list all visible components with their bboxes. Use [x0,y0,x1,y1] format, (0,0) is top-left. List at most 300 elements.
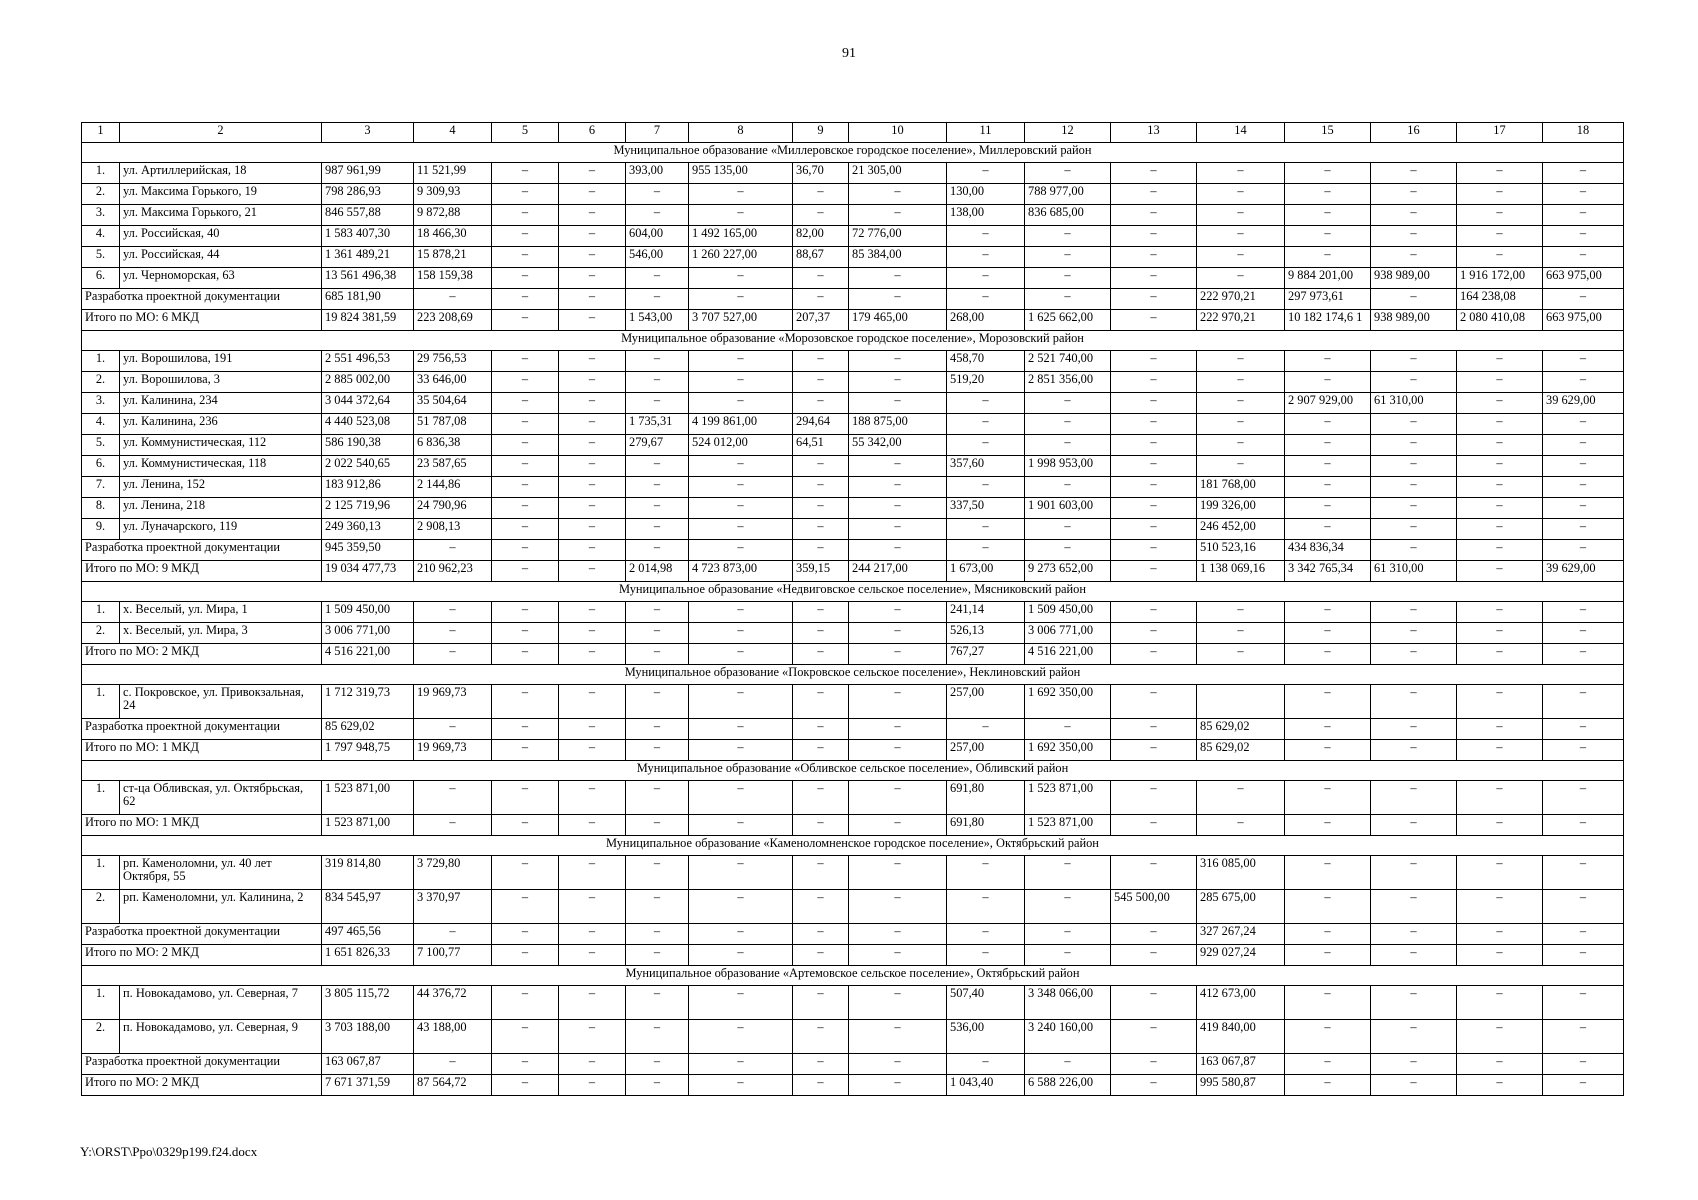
value-cell-col-7: – [626,519,689,540]
value-cell-col-16: – [1371,1054,1457,1075]
value-cell-col-15: – [1285,184,1371,205]
value-cell-col-8: – [689,986,793,1020]
value-cell-col-18: – [1543,456,1624,477]
value-cell-col-7: – [626,351,689,372]
value-cell-col-12: – [1025,519,1111,540]
value-cell-col-14: – [1197,815,1285,836]
value-cell-col-17: – [1457,623,1543,644]
value-cell-col-8: 1 260 227,00 [689,247,793,268]
building-address: ул. Российская, 44 [120,247,322,268]
value-cell-col-18: – [1543,372,1624,393]
value-cell-col-13: – [1111,986,1197,1020]
summary-label: Разработка проектной документации [82,719,322,740]
value-cell-col-11: 257,00 [947,685,1025,719]
value-cell-col-18: – [1543,856,1624,890]
value-cell-col-3: 1 361 489,21 [322,247,414,268]
value-cell-col-9: – [793,351,849,372]
value-cell-col-3: 85 629,02 [322,719,414,740]
value-cell-col-12: – [1025,540,1111,561]
value-cell-col-9: – [793,289,849,310]
value-cell-col-8: – [689,498,793,519]
section-title: Муниципальное образование «Покровское сельское поселение», Неклиновский район [82,665,1624,685]
value-cell-col-14: – [1197,226,1285,247]
value-cell-col-17: – [1457,1054,1543,1075]
value-cell-col-3: 183 912,86 [322,477,414,498]
value-cell-col-10: 55 342,00 [849,435,947,456]
value-cell-col-7: – [626,890,689,924]
value-cell-col-14: 246 452,00 [1197,519,1285,540]
value-cell-col-10: – [849,685,947,719]
value-cell-col-13: – [1111,456,1197,477]
value-cell-col-5: – [492,685,559,719]
column-number-cell: 6 [559,123,626,143]
value-cell-col-4: 223 208,69 [414,310,492,331]
value-cell-col-17: – [1457,561,1543,582]
value-cell-col-3: 1 523 871,00 [322,815,414,836]
value-cell-col-4: – [414,781,492,815]
value-cell-col-10: – [849,184,947,205]
value-cell-col-11: 257,00 [947,740,1025,761]
value-cell-col-16: – [1371,456,1457,477]
value-cell-col-7: – [626,1020,689,1054]
value-cell-col-15: – [1285,602,1371,623]
value-cell-col-12: 1 523 871,00 [1025,815,1111,836]
value-cell-col-16: – [1371,781,1457,815]
row-index: 1. [82,685,120,719]
row-index: 5. [82,247,120,268]
value-cell-col-9: – [793,986,849,1020]
column-number-cell: 7 [626,123,689,143]
value-cell-col-14: – [1197,268,1285,289]
value-cell-col-5: – [492,924,559,945]
building-address: х. Веселый, ул. Мира, 1 [120,602,322,623]
value-cell-col-12: – [1025,268,1111,289]
value-cell-col-11: – [947,226,1025,247]
value-cell-col-9: – [793,781,849,815]
value-cell-col-5: – [492,456,559,477]
value-cell-col-3: 2 885 002,00 [322,372,414,393]
value-cell-col-14: 199 326,00 [1197,498,1285,519]
value-cell-col-8: – [689,781,793,815]
value-cell-col-17: – [1457,856,1543,890]
row-index: 6. [82,456,120,477]
section-header-row [82,761,1624,781]
value-cell-col-10: – [849,815,947,836]
value-cell-col-14: 285 675,00 [1197,890,1285,924]
value-cell-col-14: – [1197,393,1285,414]
value-cell-col-11: – [947,519,1025,540]
value-cell-col-18: – [1543,924,1624,945]
value-cell-col-13: – [1111,644,1197,665]
value-cell-col-18: – [1543,289,1624,310]
value-cell-col-12: 4 516 221,00 [1025,644,1111,665]
value-cell-col-5: – [492,561,559,582]
value-cell-col-5: – [492,435,559,456]
value-cell-col-3: 249 360,13 [322,519,414,540]
value-cell-col-12: – [1025,226,1111,247]
value-cell-col-7: 546,00 [626,247,689,268]
value-cell-col-12: 3 240 160,00 [1025,1020,1111,1054]
column-number-cell: 9 [793,123,849,143]
value-cell-col-6: – [559,540,626,561]
value-cell-col-6: – [559,351,626,372]
value-cell-col-15: – [1285,226,1371,247]
value-cell-col-7: – [626,540,689,561]
value-cell-col-10: – [849,289,947,310]
value-cell-col-13: – [1111,740,1197,761]
value-cell-col-9: – [793,393,849,414]
value-cell-col-6: – [559,498,626,519]
building-address: ул. Ворошилова, 3 [120,372,322,393]
value-cell-col-16: – [1371,924,1457,945]
value-cell-col-10: – [849,644,947,665]
summary-row [82,1075,1624,1096]
summary-label: Разработка проектной документации [82,289,322,310]
value-cell-col-5: – [492,289,559,310]
column-number-cell: 14 [1197,123,1285,143]
value-cell-col-17: 2 080 410,08 [1457,310,1543,331]
value-cell-col-18: – [1543,414,1624,435]
value-cell-col-7: – [626,393,689,414]
summary-row [82,310,1624,331]
value-cell-col-8: – [689,890,793,924]
value-cell-col-11: – [947,435,1025,456]
value-cell-col-18: – [1543,719,1624,740]
value-cell-col-6: – [559,435,626,456]
value-cell-col-15: 434 836,34 [1285,540,1371,561]
building-address: ул. Максима Горького, 21 [120,205,322,226]
value-cell-col-11: 458,70 [947,351,1025,372]
building-row [82,856,1624,890]
value-cell-col-8: 524 012,00 [689,435,793,456]
value-cell-col-4: – [414,644,492,665]
building-address: ул. Российская, 40 [120,226,322,247]
value-cell-col-11: 268,00 [947,310,1025,331]
value-cell-col-4: 18 466,30 [414,226,492,247]
value-cell-col-17: – [1457,184,1543,205]
value-cell-col-14: 412 673,00 [1197,986,1285,1020]
value-cell-col-17: – [1457,393,1543,414]
value-cell-col-12: 6 588 226,00 [1025,1075,1111,1096]
value-cell-col-9: 36,70 [793,163,849,184]
value-cell-col-18: – [1543,945,1624,966]
value-cell-col-4: 19 969,73 [414,740,492,761]
building-address: ст-ца Обливская, ул. Октябрьская, 62 [120,781,322,815]
value-cell-col-3: 4 440 523,08 [322,414,414,435]
value-cell-col-6: – [559,456,626,477]
row-index: 3. [82,205,120,226]
value-cell-col-10: – [849,602,947,623]
value-cell-col-11: 691,80 [947,781,1025,815]
value-cell-col-8: – [689,268,793,289]
value-cell-col-17: – [1457,456,1543,477]
value-cell-col-5: – [492,163,559,184]
value-cell-col-18: – [1543,519,1624,540]
value-cell-col-11: – [947,247,1025,268]
value-cell-col-14 [1197,685,1285,719]
value-cell-col-7: – [626,740,689,761]
value-cell-col-18: – [1543,890,1624,924]
value-cell-col-7: – [626,781,689,815]
building-row [82,393,1624,414]
column-number-cell: 15 [1285,123,1371,143]
value-cell-col-14: – [1197,372,1285,393]
value-cell-col-12: – [1025,289,1111,310]
value-cell-col-13: – [1111,602,1197,623]
value-cell-col-12: 836 685,00 [1025,205,1111,226]
value-cell-col-17: – [1457,226,1543,247]
value-cell-col-13: – [1111,289,1197,310]
value-cell-col-17: 1 916 172,00 [1457,268,1543,289]
value-cell-col-5: – [492,815,559,836]
row-index: 1. [82,163,120,184]
value-cell-col-8: – [689,1020,793,1054]
value-cell-col-14: 222 970,21 [1197,289,1285,310]
value-cell-col-6: – [559,289,626,310]
column-number-cell: 12 [1025,123,1111,143]
value-cell-col-14: – [1197,435,1285,456]
value-cell-col-12: – [1025,163,1111,184]
column-number-cell: 3 [322,123,414,143]
value-cell-col-11: 536,00 [947,1020,1025,1054]
value-cell-col-13: – [1111,623,1197,644]
value-cell-col-15: 3 342 765,34 [1285,561,1371,582]
row-index: 2. [82,1020,120,1054]
building-address: рп. Каменоломни, ул. Калинина, 2 [120,890,322,924]
section-header-row [82,665,1624,685]
value-cell-col-7: – [626,719,689,740]
value-cell-col-17: – [1457,1075,1543,1096]
value-cell-col-10: 85 384,00 [849,247,947,268]
value-cell-col-3: 846 557,88 [322,205,414,226]
value-cell-col-4: 44 376,72 [414,986,492,1020]
value-cell-col-18: – [1543,644,1624,665]
value-cell-col-4: 23 587,65 [414,456,492,477]
value-cell-col-17: – [1457,247,1543,268]
row-index: 3. [82,393,120,414]
value-cell-col-13: – [1111,351,1197,372]
building-row [82,1020,1624,1054]
building-row [82,268,1624,289]
value-cell-col-16: – [1371,1020,1457,1054]
value-cell-col-18: – [1543,477,1624,498]
value-cell-col-4: 6 836,38 [414,435,492,456]
value-cell-col-5: – [492,945,559,966]
value-cell-col-14: 510 523,16 [1197,540,1285,561]
value-cell-col-15: – [1285,163,1371,184]
value-cell-col-5: – [492,393,559,414]
value-cell-col-17: – [1457,945,1543,966]
value-cell-col-5: – [492,205,559,226]
building-address: ул. Максима Горького, 19 [120,184,322,205]
value-cell-col-16: – [1371,163,1457,184]
value-cell-col-9: – [793,856,849,890]
value-cell-col-13: – [1111,226,1197,247]
summary-label: Итого по МО: 9 МКД [82,561,322,582]
value-cell-col-9: – [793,945,849,966]
value-cell-col-16: 938 989,00 [1371,310,1457,331]
value-cell-col-12: – [1025,477,1111,498]
summary-row [82,924,1624,945]
value-cell-col-14: – [1197,205,1285,226]
value-cell-col-10: – [849,393,947,414]
value-cell-col-9: 359,15 [793,561,849,582]
value-cell-col-16: – [1371,986,1457,1020]
value-cell-col-5: – [492,226,559,247]
value-cell-col-17: – [1457,815,1543,836]
section-header-row [82,966,1624,986]
value-cell-col-3: 4 516 221,00 [322,644,414,665]
value-cell-col-4: 2 144,86 [414,477,492,498]
value-cell-col-10: – [849,1020,947,1054]
value-cell-col-15: – [1285,414,1371,435]
value-cell-col-11: 357,60 [947,456,1025,477]
summary-row [82,1054,1624,1075]
value-cell-col-7: 604,00 [626,226,689,247]
value-cell-col-5: – [492,623,559,644]
summary-label: Разработка проектной документации [82,1054,322,1075]
value-cell-col-16: – [1371,685,1457,719]
value-cell-col-3: 3 006 771,00 [322,623,414,644]
value-cell-col-10: – [849,740,947,761]
building-address: х. Веселый, ул. Мира, 3 [120,623,322,644]
value-cell-col-16: – [1371,890,1457,924]
value-cell-col-15: – [1285,719,1371,740]
value-cell-col-7: 1 543,00 [626,310,689,331]
value-cell-col-11: – [947,856,1025,890]
value-cell-col-6: – [559,268,626,289]
column-number-cell: 4 [414,123,492,143]
building-address: ул. Ворошилова, 191 [120,351,322,372]
section-title: Муниципальное образование «Обливское сельское поселение», Обливский район [82,761,1624,781]
value-cell-col-10: – [849,456,947,477]
value-cell-col-18: – [1543,781,1624,815]
value-cell-col-8: – [689,456,793,477]
row-index: 7. [82,477,120,498]
value-cell-col-6: – [559,205,626,226]
column-number-cell: 13 [1111,123,1197,143]
value-cell-col-9: – [793,268,849,289]
value-cell-col-14: 85 629,02 [1197,740,1285,761]
value-cell-col-16: – [1371,435,1457,456]
value-cell-col-15: 2 907 929,00 [1285,393,1371,414]
value-cell-col-3: 1 797 948,75 [322,740,414,761]
column-number-cell: 16 [1371,123,1457,143]
value-cell-col-12: 1 692 350,00 [1025,740,1111,761]
value-cell-col-6: – [559,719,626,740]
value-cell-col-3: 2 551 496,53 [322,351,414,372]
value-cell-col-8: – [689,685,793,719]
value-cell-col-18: – [1543,184,1624,205]
value-cell-col-15: – [1285,477,1371,498]
value-cell-col-8: – [689,184,793,205]
value-cell-col-13: – [1111,561,1197,582]
value-cell-col-7: 393,00 [626,163,689,184]
value-cell-col-11: 691,80 [947,815,1025,836]
value-cell-col-12: 1 509 450,00 [1025,602,1111,623]
building-address: ул. Калинина, 236 [120,414,322,435]
value-cell-col-13: – [1111,1075,1197,1096]
value-cell-col-9: – [793,477,849,498]
summary-row [82,540,1624,561]
value-cell-col-5: – [492,372,559,393]
value-cell-col-15: – [1285,890,1371,924]
building-row [82,247,1624,268]
building-row [82,372,1624,393]
value-cell-col-16: – [1371,351,1457,372]
value-cell-col-11: 1 043,40 [947,1075,1025,1096]
value-cell-col-13: – [1111,1054,1197,1075]
value-cell-col-8: – [689,1054,793,1075]
value-cell-col-16: 61 310,00 [1371,561,1457,582]
value-cell-col-9: – [793,1020,849,1054]
value-cell-col-16: – [1371,414,1457,435]
value-cell-col-3: 798 286,93 [322,184,414,205]
value-cell-col-10: – [849,623,947,644]
value-cell-col-14: – [1197,184,1285,205]
value-cell-col-9: 64,51 [793,435,849,456]
column-number-cell: 10 [849,123,947,143]
value-cell-col-4: 51 787,08 [414,414,492,435]
value-cell-col-12: 3 006 771,00 [1025,623,1111,644]
value-cell-col-13: – [1111,205,1197,226]
value-cell-col-4: 210 962,23 [414,561,492,582]
value-cell-col-12: – [1025,719,1111,740]
value-cell-col-4: 35 504,64 [414,393,492,414]
building-row [82,986,1624,1020]
value-cell-col-4: 15 878,21 [414,247,492,268]
row-index: 1. [82,351,120,372]
row-index: 1. [82,856,120,890]
value-cell-col-18: – [1543,1075,1624,1096]
value-cell-col-7: – [626,602,689,623]
value-cell-col-15: – [1285,372,1371,393]
value-cell-col-4: 158 159,38 [414,268,492,289]
value-cell-col-16: – [1371,644,1457,665]
value-cell-col-11: 130,00 [947,184,1025,205]
value-cell-col-14: 995 580,87 [1197,1075,1285,1096]
value-cell-col-4: 7 100,77 [414,945,492,966]
value-cell-col-17: – [1457,644,1543,665]
value-cell-col-9: – [793,456,849,477]
value-cell-col-6: – [559,561,626,582]
value-cell-col-3: 2 022 540,65 [322,456,414,477]
section-header-row [82,331,1624,351]
value-cell-col-5: – [492,1054,559,1075]
value-cell-col-12: – [1025,393,1111,414]
summary-row [82,740,1624,761]
value-cell-col-9: – [793,740,849,761]
row-index: 2. [82,623,120,644]
value-cell-col-18: – [1543,226,1624,247]
value-cell-col-18: – [1543,351,1624,372]
row-index: 1. [82,781,120,815]
value-cell-col-10: – [849,1054,947,1075]
value-cell-col-4: 11 521,99 [414,163,492,184]
value-cell-col-8: – [689,924,793,945]
value-cell-col-4: 3 729,80 [414,856,492,890]
value-cell-col-9: – [793,815,849,836]
value-cell-col-16: – [1371,945,1457,966]
value-cell-col-13: – [1111,856,1197,890]
value-cell-col-13: – [1111,519,1197,540]
value-cell-col-17: – [1457,372,1543,393]
value-cell-col-16: – [1371,740,1457,761]
value-cell-col-18: 663 975,00 [1543,310,1624,331]
building-row [82,226,1624,247]
value-cell-col-16: – [1371,477,1457,498]
value-cell-col-13: – [1111,540,1197,561]
